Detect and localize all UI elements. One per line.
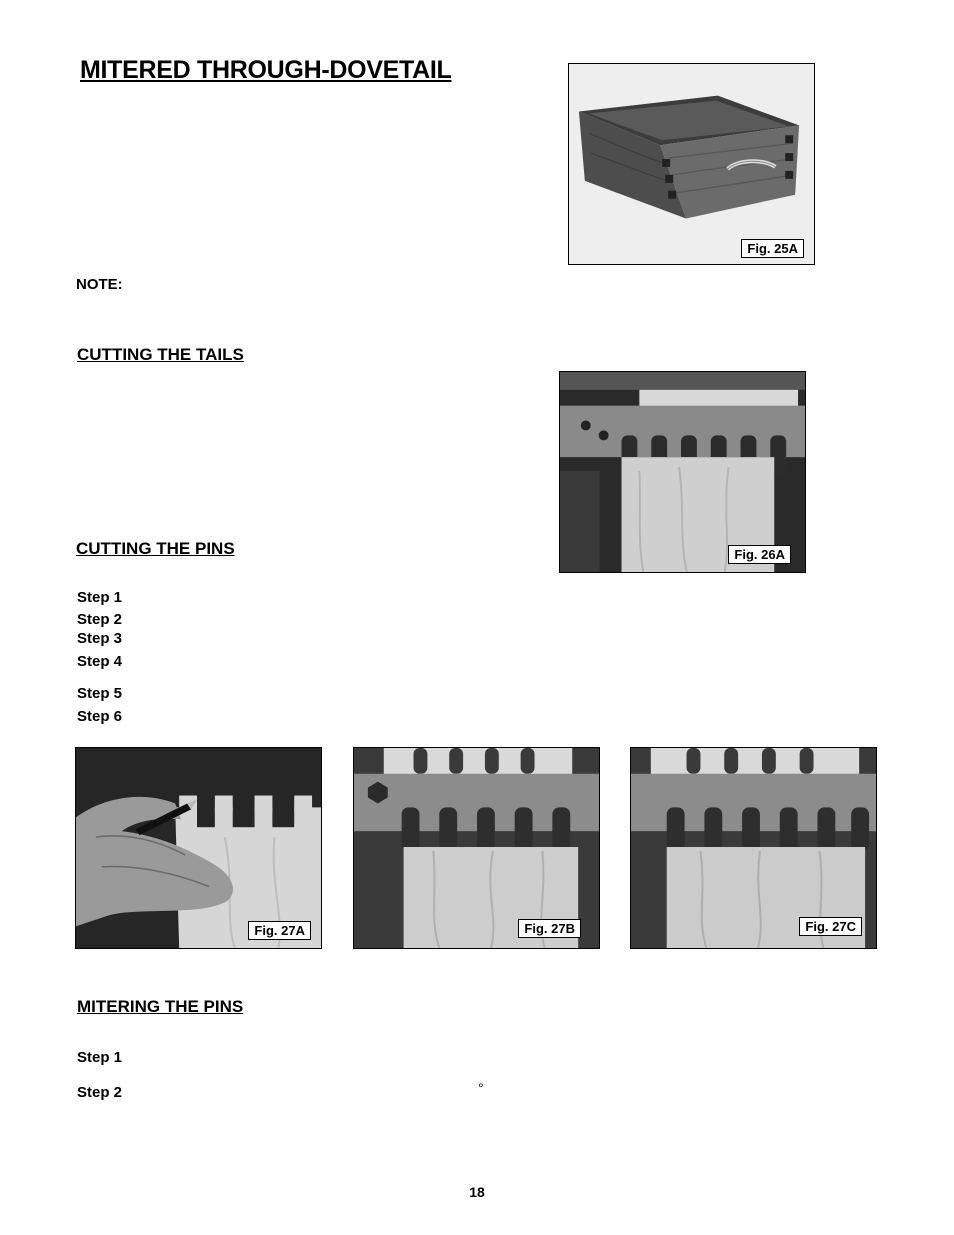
pins-step-label: Step 3: [77, 630, 123, 647]
note-label: NOTE:: [76, 276, 123, 293]
figure-27c: [630, 747, 877, 949]
figure-25a: [568, 63, 815, 265]
figure-26a: [559, 371, 806, 573]
figure-27b: [353, 747, 600, 949]
marking-pins-photo-icon: [76, 748, 321, 948]
mitering-step-label: Step 1: [77, 1049, 123, 1066]
pins-step-label: Step 5: [77, 685, 123, 702]
figure-27a-caption: Fig. 27A: [248, 921, 311, 940]
figure-27b-caption: Fig. 27B: [518, 919, 581, 938]
heading-cutting-tails: CUTTING THE TAILS: [77, 345, 244, 364]
jig-tails-photo-icon: [560, 372, 805, 572]
dovetail-box-photo-icon: [569, 64, 814, 264]
figure-27c-caption: Fig. 27C: [799, 917, 862, 936]
figure-25a-caption: Fig. 25A: [741, 239, 804, 258]
degree-symbol: °: [478, 1080, 484, 1096]
page-title: MITERED THROUGH-DOVETAIL: [80, 56, 452, 84]
mitering-step-label: Step 2: [77, 1084, 123, 1101]
pins-step-label: Step 1: [77, 589, 123, 606]
page-number: 18: [469, 1184, 485, 1200]
figure-27a: [75, 747, 322, 949]
heading-mitering-pins: MITERING THE PINS: [77, 997, 244, 1016]
figure-26a-caption: Fig. 26A: [728, 545, 791, 564]
jig-pins-photo-icon: [354, 748, 599, 948]
heading-cutting-pins: CUTTING THE PINS: [76, 539, 235, 558]
pins-step-label: Step 2: [77, 611, 123, 628]
pins-step-label: Step 6: [77, 708, 123, 725]
pins-step-label: Step 4: [77, 653, 123, 670]
